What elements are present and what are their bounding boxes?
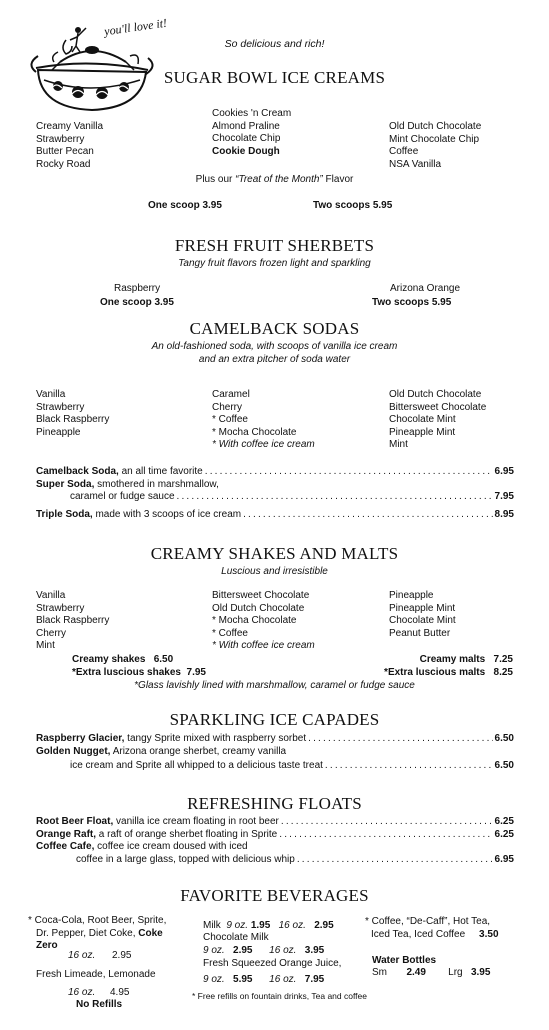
sodas-subtitle: An old-fashioned soda, with scoops of vanilla ice cream bbox=[151, 341, 398, 352]
shakes-title: CREAMY SHAKES AND MALTS bbox=[150, 544, 399, 563]
flavor: Chocolate Chip bbox=[212, 133, 281, 145]
flavor: Bittersweet Chocolate bbox=[212, 590, 310, 601]
ice-creams-col1 bbox=[36, 121, 103, 171]
flavor: Old Dutch Chocolate bbox=[212, 602, 305, 614]
fountain-size: 16 oz. bbox=[68, 950, 96, 961]
shakes-subtitle: Luscious and irresistible bbox=[221, 566, 328, 577]
chocolate-milk-row: 9 oz. 2.95 16 oz. 3.95 bbox=[203, 945, 325, 956]
sodas-col2 bbox=[212, 389, 315, 452]
golden-nugget-item: Golden Nugget, Arizona orange sherbet, creamy vanilla bbox=[36, 746, 287, 757]
ice-creams-title: SUGAR BOWL ICE CREAMS bbox=[163, 68, 386, 87]
shakes-col2 bbox=[212, 590, 315, 653]
camelback-soda-item: Camelback Soda, an all time favorite . . . 6.95 bbox=[36, 465, 514, 478]
flavor: Pineapple Mint bbox=[389, 426, 456, 438]
flavor: * Mocha Chocolate bbox=[212, 615, 297, 627]
ice-creams-col2 bbox=[212, 108, 291, 158]
flavor: Bittersweet Chocolate bbox=[389, 401, 487, 413]
flavor: Rocky Road bbox=[36, 158, 91, 170]
ice-cream-one-scoop: One scoop 3.95 bbox=[148, 200, 222, 211]
fountain-drinks: * Coca-Cola, Root Beer, Sprite, Dr. Pepper, Diet Coke, Coke Zero bbox=[28, 915, 167, 951]
logo-script: you'll love it! bbox=[103, 15, 168, 39]
flavor: Chocolate Mint bbox=[389, 414, 456, 426]
sherbets-subtitle: Tangy fruit flavors frozen light and sparkling bbox=[178, 258, 371, 269]
no-refills: No Refills bbox=[76, 999, 123, 1010]
flavor: Old Dutch Chocolate bbox=[389, 121, 482, 132]
shakes-price: Creamy shakes 6.50 bbox=[72, 654, 174, 665]
flavor: Cookies 'n Cream bbox=[212, 108, 292, 119]
flavor: Cherry bbox=[36, 627, 67, 639]
flavor: Vanilla bbox=[36, 389, 66, 400]
flavor: Chocolate Mint bbox=[389, 615, 456, 627]
flavor: Cherry bbox=[212, 401, 243, 413]
flavor: Creamy Vanilla bbox=[36, 121, 104, 132]
flavor: NSA Vanilla bbox=[389, 158, 442, 170]
orange-juice: Fresh Squeezed Orange Juice, bbox=[203, 958, 342, 969]
ice-cream-two-scoops: Two scoops 5.95 bbox=[313, 200, 393, 211]
flavor: Black Raspberry bbox=[36, 615, 110, 627]
sherbet-one-scoop: One scoop 3.95 bbox=[100, 297, 174, 308]
flavor: Strawberry bbox=[36, 133, 85, 145]
flavor: * Coffee bbox=[212, 414, 248, 426]
shakes-footnote: *Glass lavishly lined with marshmallow, caramel or fudge sauce bbox=[134, 680, 415, 691]
root-beer-float-item: Root Beer Float, vanilla ice cream floating in root beer . . . 6.25 bbox=[36, 815, 514, 828]
refill-note: * Free refills on fountain drinks, Tea and coffee bbox=[192, 991, 367, 1001]
triple-soda-item: Triple Soda, made with 3 scoops of ice cream . . . 8.95 bbox=[36, 508, 514, 521]
limeade: Fresh Limeade, Lemonade bbox=[36, 969, 156, 980]
flavor: Pineapple bbox=[36, 426, 81, 438]
malts-price: Creamy malts 7.25 bbox=[419, 654, 513, 665]
tagline: So delicious and rich! bbox=[224, 38, 325, 50]
flavor: Vanilla bbox=[36, 590, 66, 601]
flavor: Strawberry bbox=[36, 401, 85, 413]
flavor: Mint Chocolate Chip bbox=[389, 133, 480, 145]
orange-juice-row: 9 oz. 5.95 16 oz. 7.95 bbox=[203, 974, 325, 985]
flavor: Almond Praline bbox=[212, 120, 280, 132]
water-bottles-row: Sm 2.49 Lrg 3.95 bbox=[372, 967, 491, 978]
shakes-col1 bbox=[36, 590, 109, 653]
extra-shakes-price: *Extra luscious shakes 7.95 bbox=[72, 667, 206, 678]
coffee-cafe-item-line2: coffee in a large glass, topped with delicious whip . . . 6.95 bbox=[76, 853, 514, 866]
flavor: * Coffee bbox=[212, 627, 248, 639]
sherbet-flavor: Arizona Orange bbox=[390, 283, 461, 294]
treat-of-month: Plus our “Treat of the Month” Flavor bbox=[195, 174, 354, 185]
flavor: Strawberry bbox=[36, 602, 85, 614]
flavor: Pineapple Mint bbox=[389, 602, 456, 614]
coffee-note: * With coffee ice cream bbox=[212, 439, 315, 451]
floats-title: REFRESHING FLOATS bbox=[187, 794, 362, 813]
water-bottles-title: Water Bottles bbox=[372, 955, 437, 966]
super-soda-item: Super Soda, smothered in marshmallow, bbox=[36, 479, 219, 490]
capades-title: SPARKLING ICE CAPADES bbox=[169, 710, 380, 729]
coffee-tea: * Coffee, “De-Caff”, Hot Tea, Iced Tea, Iced Coffee 3.50 bbox=[365, 916, 499, 940]
flavor: Pineapple bbox=[389, 590, 434, 601]
super-soda-item-line2: caramel or fudge sauce . . . 7.95 bbox=[70, 490, 514, 503]
raspberry-glacier-item: Raspberry Glacier, tangy Sprite mixed with raspberry sorbet . . . 6.50 bbox=[36, 732, 514, 745]
flavor: Mint bbox=[389, 439, 408, 451]
flavor: Old Dutch Chocolate bbox=[389, 389, 482, 400]
sodas-title: CAMELBACK SODAS bbox=[189, 319, 360, 338]
flavor: Peanut Butter bbox=[389, 627, 451, 639]
fountain-price: 2.95 bbox=[112, 950, 132, 961]
flavor: Mint bbox=[36, 640, 55, 652]
beverages-title: FAVORITE BEVERAGES bbox=[180, 886, 369, 905]
flavor: Coffee bbox=[389, 146, 419, 158]
orange-raft-item: Orange Raft, a raft of orange sherbet floating in Sprite . . . 6.25 bbox=[36, 828, 514, 841]
limeade-size: 16 oz. bbox=[68, 987, 96, 998]
sodas-col1 bbox=[36, 389, 109, 439]
flavor: * Mocha Chocolate bbox=[212, 426, 297, 438]
sherbet-flavor: Raspberry bbox=[114, 283, 161, 294]
flavor: Caramel bbox=[212, 389, 250, 400]
sodas-col3 bbox=[389, 389, 486, 452]
golden-nugget-item-line2: ice cream and Sprite all whipped to a delicious taste treat . . . 6.50 bbox=[70, 759, 514, 772]
flavor: Black Raspberry bbox=[36, 414, 110, 426]
flavor: Cookie Dough bbox=[212, 145, 280, 157]
sherbet-two-scoops: Two scoops 5.95 bbox=[372, 297, 452, 308]
shakes-col3 bbox=[389, 590, 456, 640]
coffee-note: * With coffee ice cream bbox=[212, 640, 315, 652]
limeade-price: 4.95 bbox=[110, 987, 130, 998]
sodas-subtitle: and an extra pitcher of soda water bbox=[198, 354, 351, 365]
ice-creams-col3 bbox=[389, 121, 481, 171]
flavor: Butter Pecan bbox=[36, 146, 94, 158]
coffee-cafe-item: Coffee Cafe, coffee ice cream doused with iced bbox=[36, 841, 248, 852]
milk-row: Milk 9 oz. 1.95 16 oz. 2.95 bbox=[203, 920, 334, 931]
chocolate-milk: Chocolate Milk bbox=[203, 932, 269, 943]
extra-malts-price: *Extra luscious malts 8.25 bbox=[384, 667, 513, 678]
sherbets-title: FRESH FRUIT SHERBETS bbox=[174, 236, 375, 255]
